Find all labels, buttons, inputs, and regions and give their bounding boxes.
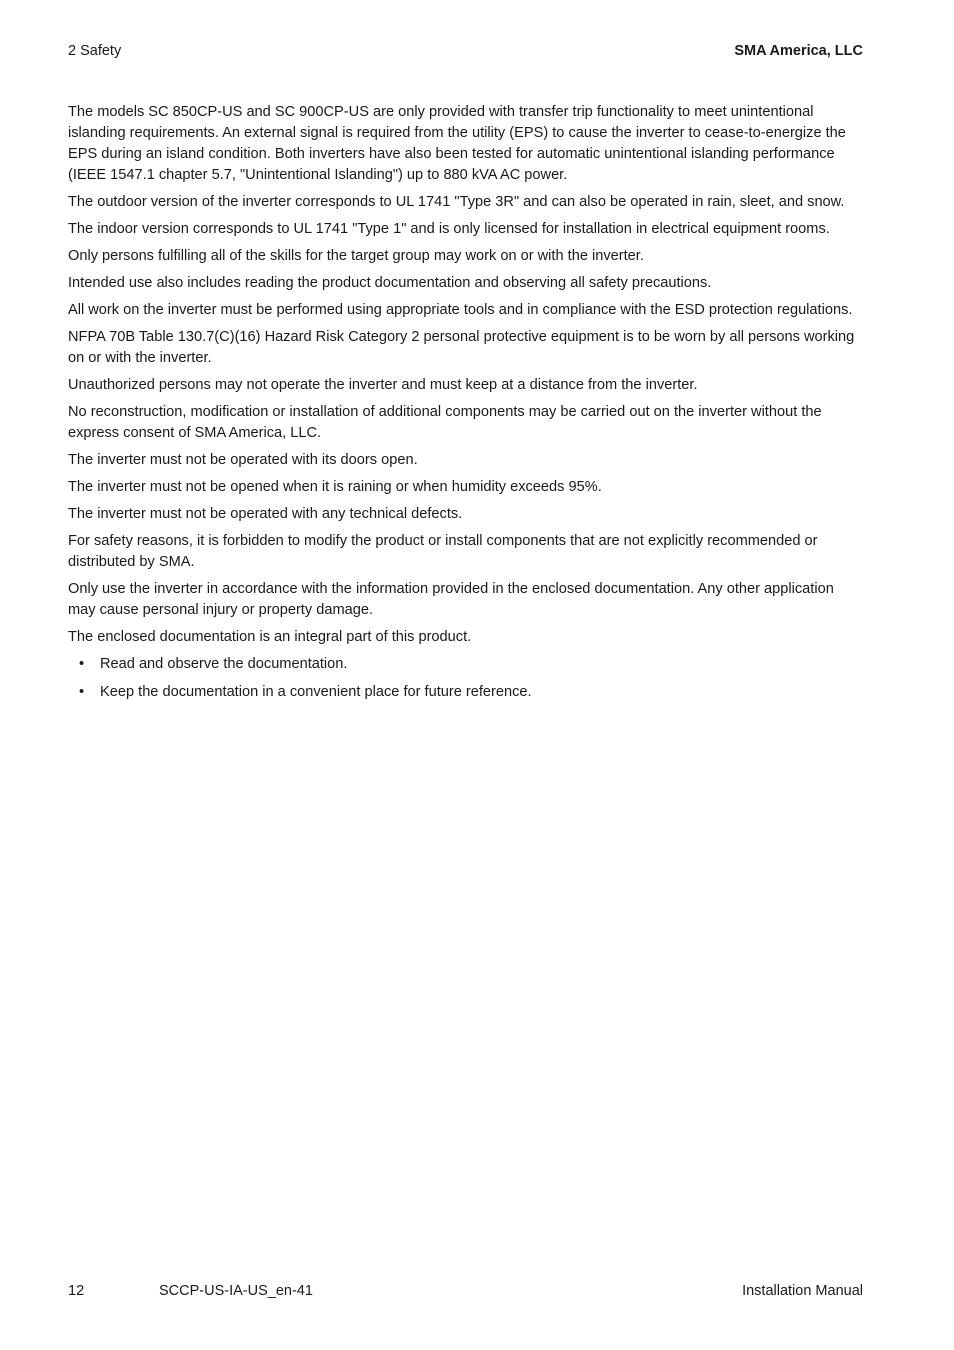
page-header	[68, 43, 863, 63]
paragraph: NFPA 70B Table 130.7(C)(16) Hazard Risk Category 2 personal protective equipment is to be worn by all persons working on or with the inverter.	[68, 329, 855, 366]
paragraph: No reconstruction, modification or installation of additional components may be carried out on the inverter without the express consent of SMA America, LLC.	[68, 404, 822, 441]
company-name: SMA America, LLC	[734, 43, 863, 59]
bullet-icon: •	[79, 684, 85, 700]
paragraph: Unauthorized persons may not operate the inverter and must keep at a distance from the inverter.	[68, 377, 698, 393]
bullet-icon: •	[79, 656, 85, 672]
paragraph: All work on the inverter must be performed using appropriate tools and in compliance with the ESD protection regulations.	[68, 302, 853, 318]
paragraph: Only use the inverter in accordance with the information provided in the enclosed documentation. Any other application may cause personal injury or property damage.	[68, 581, 834, 618]
paragraph: For safety reasons, it is forbidden to modify the product or install components that are not explicitly recommended or distributed by SMA.	[68, 533, 818, 570]
list-item	[68, 654, 864, 675]
paragraph: The indoor version corresponds to UL 1741 "Type 1" and is only licensed for installation in electrical equipment rooms.	[68, 221, 830, 237]
page-footer	[68, 1283, 863, 1303]
paragraph: The inverter must not be operated with any technical defects.	[68, 506, 463, 522]
body-content	[68, 102, 864, 710]
bullet-list	[68, 654, 864, 703]
document-title: Installation Manual	[742, 1283, 863, 1299]
list-item-text: Keep the documentation in a convenient place for future reference.	[100, 684, 532, 700]
document-code: SCCP-US-IA-US_en-41	[159, 1283, 313, 1299]
section-title: 2 Safety	[68, 43, 122, 59]
paragraph: Only persons fulfilling all of the skills for the target group may work on or with the inverter.	[68, 248, 644, 264]
page-number: 12	[68, 1283, 85, 1299]
paragraph: Intended use also includes reading the product documentation and observing all safety precautions.	[68, 275, 712, 291]
list-item	[68, 682, 864, 703]
paragraph: The enclosed documentation is an integral part of this product.	[68, 629, 472, 645]
paragraph: The inverter must not be opened when it is raining or when humidity exceeds 95%.	[68, 479, 602, 495]
paragraph: The models SC 850CP-US and SC 900CP-US are only provided with transfer trip functionality to meet unintentional islanding requirements. An external signal is required from the utility (EPS) to cause the inverter to cease-to-energize the EPS during an island condition. Both inverters have also been tested for automatic unintentional islanding performance (IEEE 1547.1 chapter 5.7, "Unintentional Islanding") up to 880 kVA AC power.	[68, 104, 846, 183]
list-item-text: Read and observe the documentation.	[100, 656, 348, 672]
paragraph: The outdoor version of the inverter corresponds to UL 1741 "Type 3R" and can also be operated in rain, sleet, and snow.	[68, 194, 845, 210]
paragraph: The inverter must not be operated with its doors open.	[68, 452, 418, 468]
